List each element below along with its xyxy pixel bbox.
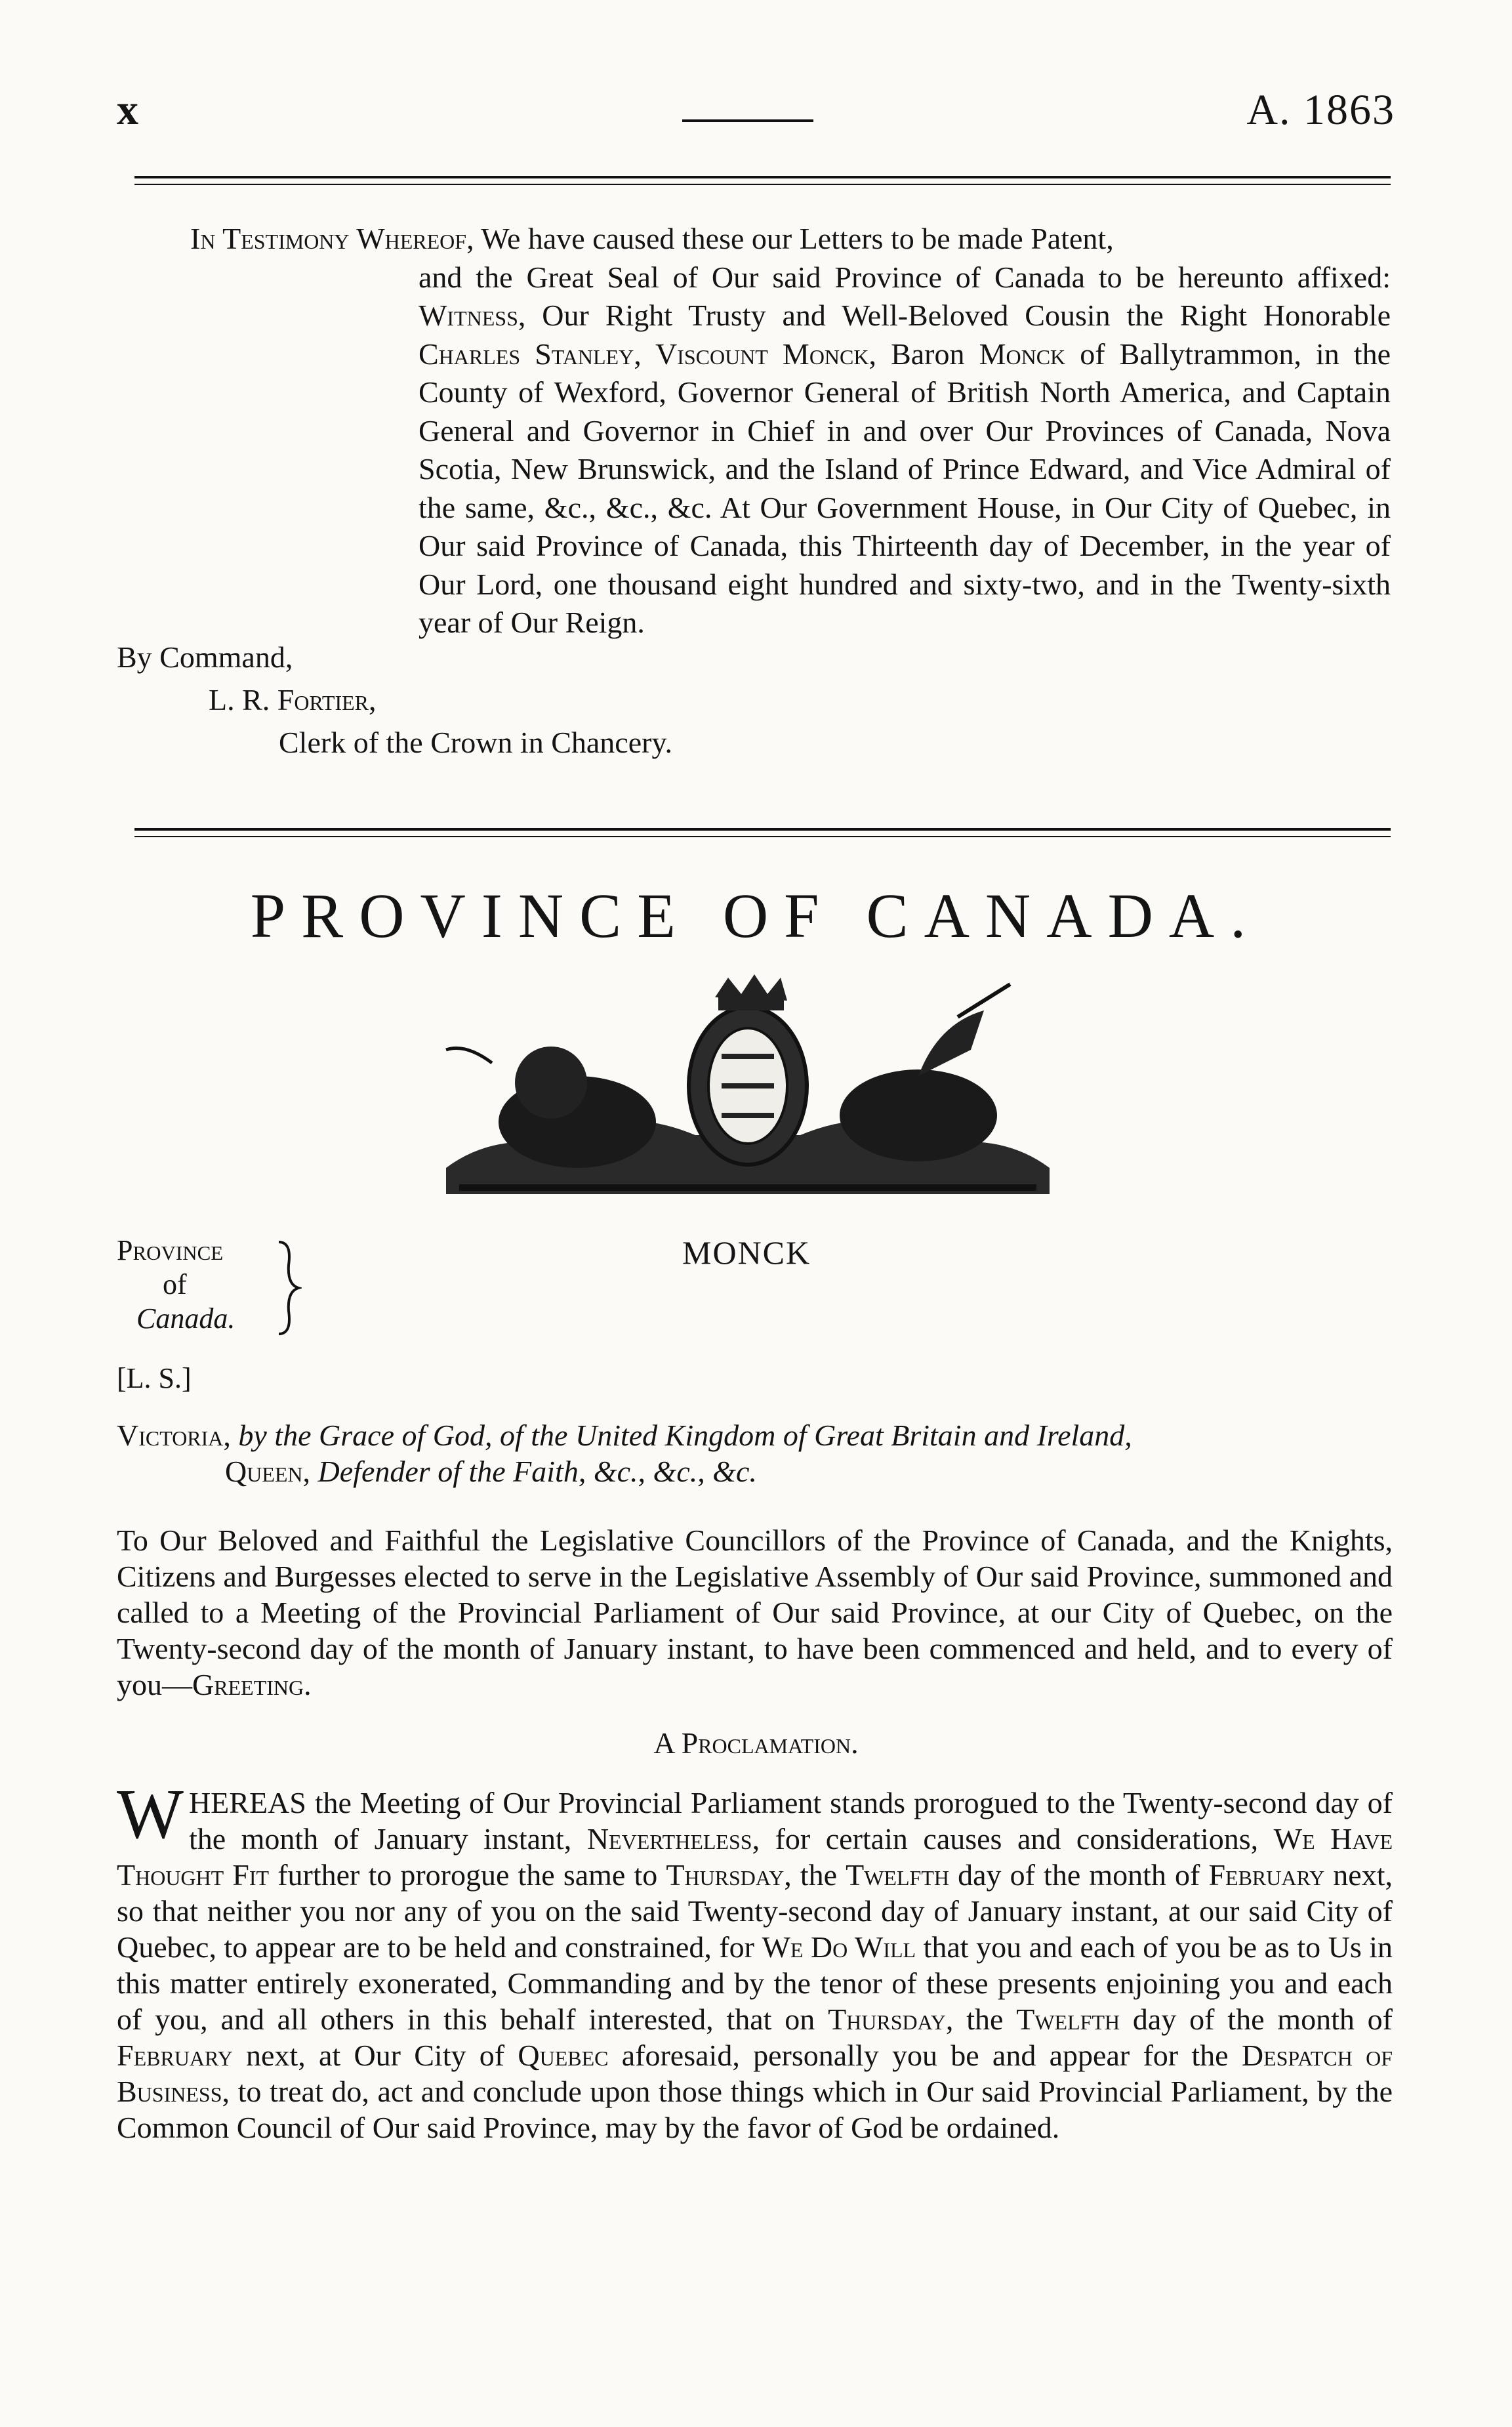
page-title: PROVINCE OF CANADA.: [250, 881, 1262, 951]
seal-mark: [L. S.]: [117, 1362, 192, 1394]
margin-canada: Canada.: [136, 1302, 235, 1335]
whereas-text-12: to treat do, act and conclude upon those things which in Our said Provincial Parliament, by the Common Council of Our said Province, may by the favor of God be ordained.: [117, 2075, 1393, 2144]
testimony-name: Charles Stanley, Viscount Monck,: [419, 337, 876, 371]
drop-cap: W: [117, 1775, 184, 1854]
victoria-continuation: [117, 1453, 1393, 1489]
whereas-text-6: next, so that neither you nor any of you on the said Twenty-second day of January instant, at our said City of Quebec, to appear are to be held and constrained, for: [117, 1858, 1393, 1964]
header-rule-top: [134, 176, 1391, 178]
whereas-text-11: aforesaid, personally you be and appear for the: [608, 2039, 1242, 2072]
testimony-witness: Witness,: [419, 299, 526, 332]
victoria-text-2: Defender of the Faith, &c., &c., &c.: [310, 1455, 757, 1488]
signatory-title: Clerk of the Crown in Chancery.: [279, 726, 672, 759]
whereas-we-do-will: We Do Will: [762, 1930, 916, 1964]
testimony-text-2: and the Great Seal of Our said Province of Canada to be hereunto affixed:: [419, 260, 1391, 294]
address-paragraph: [117, 1522, 1393, 1703]
header-rule-bottom: [134, 184, 1391, 185]
margin-note: [117, 1234, 235, 1336]
whereas-text-4: the: [791, 1858, 846, 1892]
proclamation-body: [117, 1775, 1393, 2146]
victoria-text-1: by the Grace of God, of the United Kingdom of Great Britain and Ireland,: [230, 1419, 1132, 1452]
margin-province: Province: [117, 1234, 224, 1266]
whereas-quebec: Quebec: [518, 2039, 609, 2072]
whereas-twelfth-2: Twelfth: [1016, 2002, 1120, 2036]
running-header: [0, 85, 1512, 151]
section-rule-bottom: [134, 836, 1391, 837]
whereas-despatch: Despatch of Business,: [117, 2039, 1393, 2108]
testimony-text-1: We have caused these our Letters to be made Patent,: [474, 222, 1114, 255]
address-greeting: Greeting.: [192, 1668, 312, 1701]
whereas-text-2: for certain causes and considerations,: [760, 1822, 1274, 1856]
brace-icon: [276, 1239, 302, 1337]
address-text: To Our Beloved and Faithful the Legislative Councillors of the Province of Canada, and the Knights, Citizens and Burgesses elected to serve in the Legislative Assembly of Our said Province, summoned and called to a Meeting of the Provincial Parliament of Our said Province, at our City of Quebec, on the Twenty-second day of the month of January instant, to have been commenced and held, and to every of you—: [117, 1524, 1393, 1701]
victoria-queen: Queen,: [225, 1455, 311, 1488]
testimony-text-3: Our Right Trusty and Well-Beloved Cousin the Right Honorable: [525, 299, 1391, 332]
testimony-text-4: Baron: [876, 337, 979, 371]
whereas-text-5: day of the month of: [949, 1858, 1209, 1892]
page-label: x: [117, 86, 138, 134]
whereas-text-3: further to prorogue the same to: [269, 1858, 666, 1892]
governor-signature: MONCK: [682, 1234, 811, 1271]
whereas-text-8: the: [953, 2002, 1017, 2036]
testimony-text-5: of Ballytrammon, in the County of Wexford, Governor General of British North America, and Captain General and Governor in Chief in and over Our Provinces of Canada, Nova Scotia, New Brunswick, and the Island of Prince Edward, and Vice Admiral of the same, &c., &c., &c. At Our Government House, in Our City of Quebec, in Our said Province of Canada, this Thirteenth day of December, in the year of Our Lord, one thousand eight hundred and sixty-two, and in the Twenty-sixth year of Our Reign.: [419, 337, 1391, 639]
whereas-text-1: the Meeting of Our Provincial Parliament stands prorogued to the Twenty-second day of the month of January instant,: [188, 1786, 1393, 1856]
proclamation-a: A: [653, 1726, 682, 1760]
proclamation-word: Proclamation.: [681, 1726, 859, 1760]
margin-of: of: [163, 1268, 187, 1300]
victoria-name: Victoria,: [117, 1419, 231, 1452]
section-rule-top: [134, 828, 1391, 831]
testimony-monck: Monck: [979, 337, 1066, 371]
whereas-text-9: day of the month of: [1120, 2002, 1393, 2036]
royal-style: [117, 1417, 1393, 1489]
whereas-twelfth-1: Twelfth: [846, 1858, 949, 1892]
testimony-continuation: [190, 259, 1391, 642]
proclamation-heading: [0, 1726, 1512, 1760]
whereas-february-1: February: [1208, 1858, 1325, 1892]
royal-coat-of-arms-icon: [420, 971, 1076, 1207]
whereas-thursday-1: Thursday,: [666, 1858, 792, 1892]
whereas-text-7: that you and each of you be as to Us in this matter entirely exonerated, Commanding and by the tenor of these presents enjoining you and each of you, and all others in this behalf interested, that on: [117, 1930, 1393, 2036]
whereas-text-10: next, at Our City of: [232, 2039, 518, 2072]
year-label: A. 1863: [1246, 86, 1395, 134]
whereas-lead: HEREAS: [188, 1786, 306, 1819]
testimony-opening: In Testimony Whereof,: [190, 222, 474, 255]
whereas-we-have: We Have Thought Fit: [117, 1822, 1393, 1892]
whereas-february-2: February: [117, 2039, 233, 2072]
testimony-paragraph: [190, 220, 1391, 642]
whereas-thursday-2: Thursday,: [828, 2002, 954, 2036]
signatory-name: L. R. Fortier,: [209, 683, 377, 716]
header-dash: [682, 119, 813, 122]
whereas-nevertheless: Nevertheless,: [586, 1822, 760, 1856]
by-command: By Command,: [117, 640, 293, 674]
